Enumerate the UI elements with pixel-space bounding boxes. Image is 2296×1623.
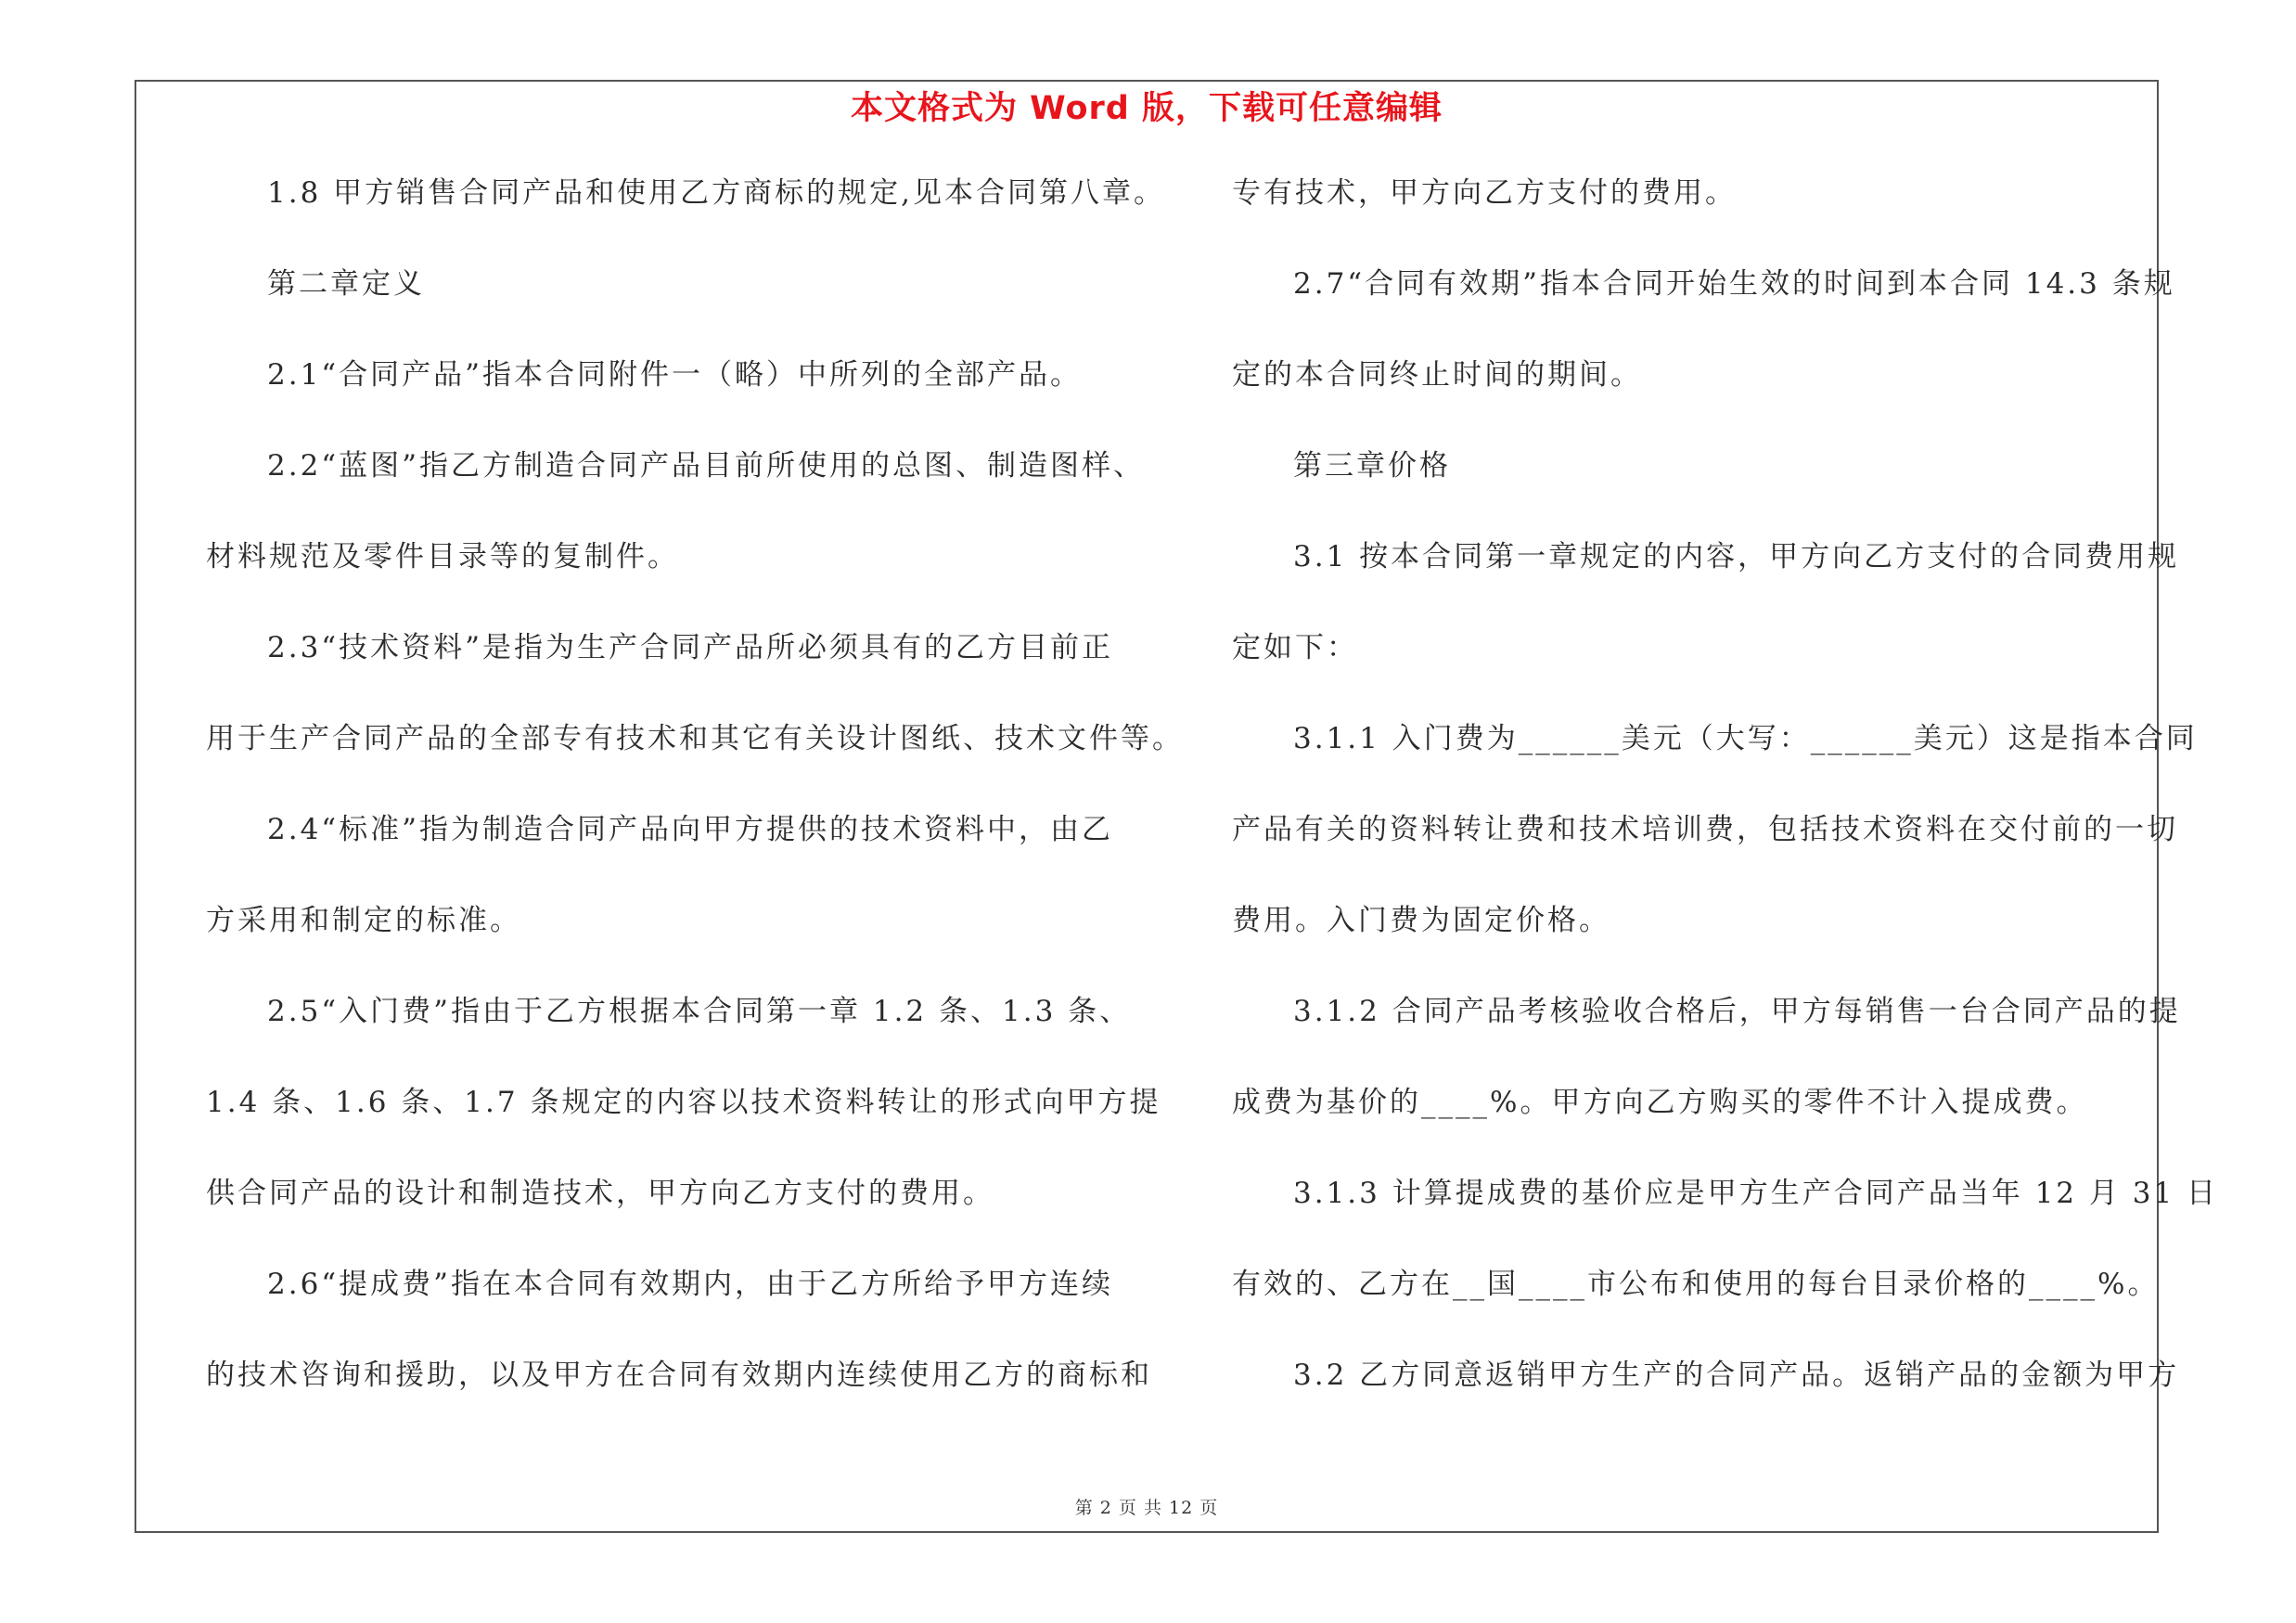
- text-line: 定的本合同终止时间的期间。: [1232, 358, 1642, 392]
- text-line: 第二章定义: [267, 267, 425, 301]
- page-number-footer: 第 2 页 共 12 页: [1074, 1498, 1219, 1518]
- text-line: 产品有关的资料转让费和技术培训费，包括技术资料在交付前的一切: [1232, 813, 2178, 846]
- text-line: 方采用和制定的标准。: [206, 904, 521, 937]
- text-line: 3.2 乙方同意返销甲方生产的合同产品。返销产品的金额为甲方: [1293, 1359, 2180, 1392]
- text-line: 2.1“合同产品”指本合同附件一（略）中所列的全部产品。: [267, 358, 1082, 392]
- text-line: 2.2“蓝图”指乙方制造合同产品目前所使用的总图、制造图样、: [267, 449, 1145, 483]
- text-line: 3.1.1 入门费为______美元（大写：______美元）这是指本合同: [1293, 722, 2198, 755]
- text-line: 3.1 按本合同第一章规定的内容，甲方向乙方支付的合同费用规: [1293, 540, 2180, 573]
- text-line: 2.6“提成费”指在本合同有效期内，由于乙方所给予甲方连续: [267, 1268, 1113, 1301]
- text-line: 专有技术，甲方向乙方支付的费用。: [1232, 176, 1737, 210]
- text-line: 2.5“入门费”指由于乙方根据本合同第一章 1.2 条、1.3 条、: [267, 995, 1132, 1028]
- text-line: 1.8 甲方销售合同产品和使用乙方商标的规定,见本合同第八章。: [267, 176, 1166, 210]
- text-line: 2.7“合同有效期”指本合同开始生效的时间到本合同 14.3 条规: [1293, 267, 2175, 301]
- text-line: 供合同产品的设计和制造技术，甲方向乙方支付的费用。: [206, 1177, 994, 1210]
- watermark-banner: 本文格式为 Word 版，下载可任意编辑: [850, 90, 1443, 127]
- text-line: 第三章价格: [1293, 449, 1451, 483]
- text-line: 3.1.2 合同产品考核验收合格后，甲方每销售一台合同产品的提: [1293, 995, 2181, 1028]
- text-line: 2.4“标准”指为制造合同产品向甲方提供的技术资料中，由乙: [267, 813, 1113, 846]
- text-line: 费用。入门费为固定价格。: [1232, 904, 1610, 937]
- text-line: 成费为基价的____%。甲方向乙方购买的零件不计入提成费。: [1232, 1086, 2088, 1119]
- text-line: 1.4 条、1.6 条、1.7 条规定的内容以技术资料转让的形式向甲方提: [206, 1086, 1161, 1119]
- text-line: 的技术咨询和援助，以及甲方在合同有效期内连续使用乙方的商标和: [206, 1359, 1152, 1392]
- text-line: 用于生产合同产品的全部专有技术和其它有关设计图纸、技术文件等。: [206, 722, 1184, 755]
- text-line: 2.3“技术资料”是指为生产合同产品所必须具有的乙方目前正: [267, 631, 1113, 664]
- text-line: 有效的、乙方在__国____市公布和使用的每台目录价格的____%。: [1232, 1268, 2160, 1301]
- text-line: 材料规范及零件目录等的复制件。: [206, 540, 679, 573]
- text-line: 3.1.3 计算提成费的基价应是甲方生产合同产品当年 12 月 31 日: [1293, 1177, 2219, 1210]
- text-line: 定如下：: [1232, 631, 1358, 664]
